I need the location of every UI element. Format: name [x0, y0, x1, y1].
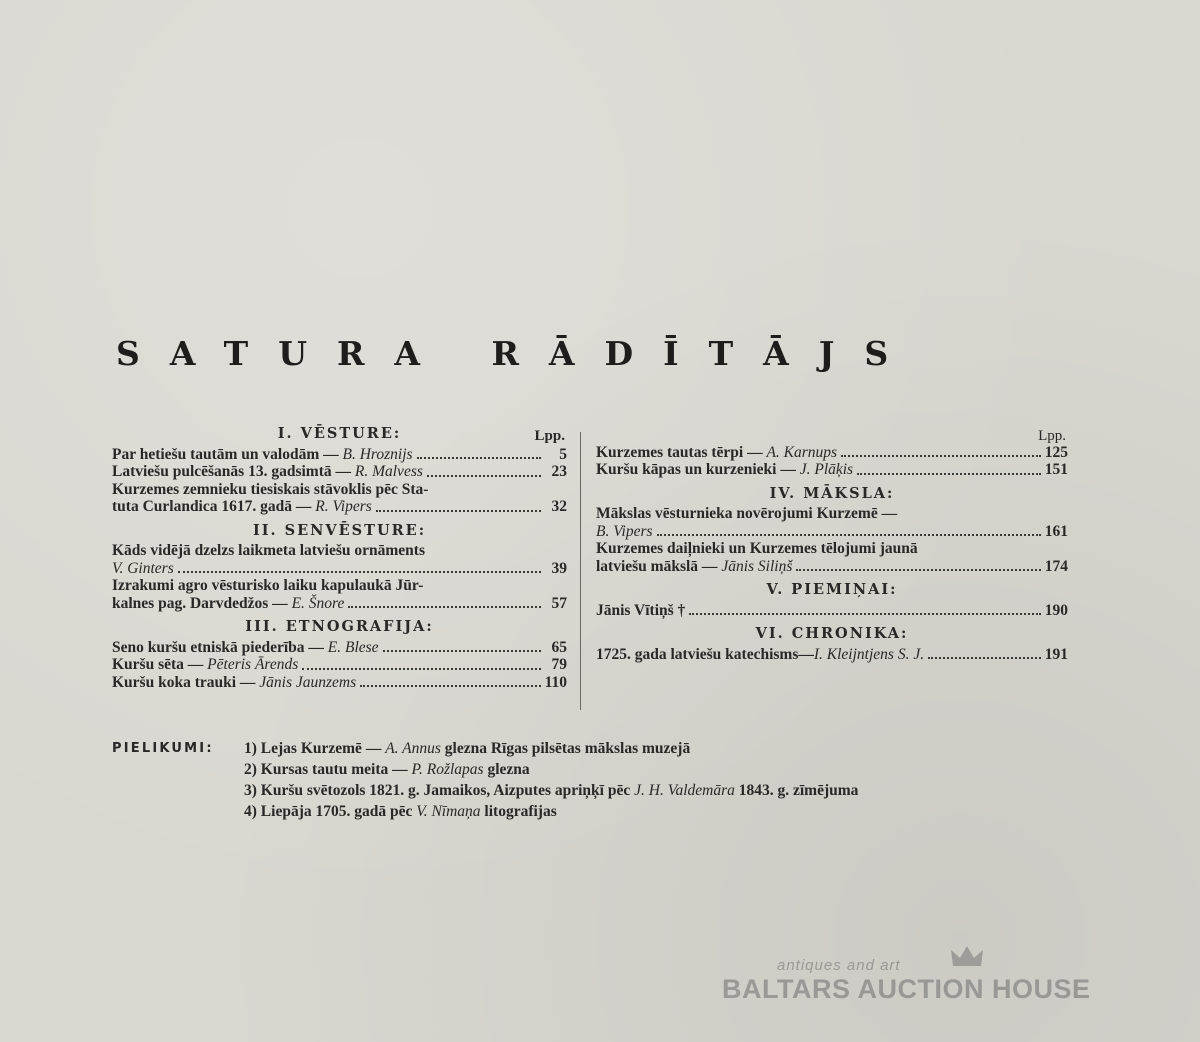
entry-text: Kurzemes tautas tērpi — [596, 443, 767, 461]
toc-entry-row [596, 524, 1068, 541]
toc-entry-row [112, 640, 567, 657]
entry-author: A. Karnups [766, 443, 838, 461]
page-number: 23 [551, 463, 567, 480]
entry-author: Pēteris Ārends [207, 656, 299, 673]
leader-dots [383, 650, 541, 652]
appendix-title: Lejas Kurzemē — [260, 740, 386, 757]
appendix-item [244, 780, 858, 801]
appendix-item [244, 759, 858, 780]
leader-dots [841, 455, 1041, 457]
page-number: 151 [1044, 461, 1068, 478]
toc-entry-row [112, 596, 567, 613]
toc-section [596, 445, 1068, 479]
section-heading-text: VI. CHRONIKA: [755, 625, 909, 642]
entry-text: Latviešu pulcēšanās 13. gadsimtā — [112, 463, 355, 480]
section-heading-text: II. SENVĒSTURE: [252, 521, 427, 539]
page-number: 79 [551, 656, 567, 673]
entry-title [112, 657, 298, 674]
entry-text: Kuršu kāpas un kurzenieki — [596, 461, 800, 478]
column-divider [580, 432, 581, 710]
leader-dots [657, 534, 1041, 536]
entry-title [596, 647, 924, 664]
toc-entry [112, 464, 567, 481]
watermark-name: BALTARS AUCTION HOUSE [722, 974, 1091, 1004]
toc-entry [596, 462, 1068, 479]
crown-icon [950, 944, 984, 970]
toc-entry-row [596, 603, 1068, 620]
leader-dots [857, 473, 1041, 475]
appendices-list [244, 738, 858, 822]
entry-title [596, 445, 837, 462]
toc-entry-row [112, 447, 567, 464]
toc-entry [596, 603, 1068, 620]
appendix-rest: glezna [483, 761, 530, 778]
page-number: 161 [1044, 522, 1068, 540]
appendix-title: Kursas tautu meita — [260, 761, 412, 778]
toc-entry-row [112, 675, 567, 692]
appendix-rest: 1843. g. zīmējuma [734, 782, 859, 799]
entry-author: B. Vipers [596, 522, 653, 540]
page-number: 57 [551, 594, 567, 612]
toc-entry-row [112, 657, 567, 674]
page-number: 39 [551, 559, 567, 577]
appendix-item [244, 738, 858, 759]
leader-dots [427, 475, 541, 477]
entry-author: B. Hroznijs [342, 445, 413, 463]
toc-entry-row [596, 559, 1068, 576]
entry-title [112, 499, 372, 516]
section-heading [112, 619, 567, 636]
leader-dots [376, 510, 541, 512]
entry-author: J. Plāķis [799, 461, 854, 478]
entry-title [112, 640, 379, 657]
page-number: 65 [551, 638, 567, 656]
toc-entry [596, 506, 1068, 540]
appendix-number: 1) [244, 740, 257, 757]
entry-author: E. Blese [327, 638, 379, 656]
page-number: 32 [551, 498, 567, 515]
entry-text: Jānis Vītiņš † [596, 601, 686, 619]
entry-title [112, 561, 174, 578]
toc-entry-line1: Izrakumi agro vēsturisko laiku kapulaukā Jūr- [112, 577, 424, 594]
section-heading-text: IV. MĀKSLA: [769, 484, 895, 502]
toc-entry-row [112, 499, 567, 516]
toc-section [112, 619, 567, 691]
leader-dots [360, 685, 540, 687]
entry-title [112, 464, 423, 481]
appendix-number: 2) [244, 761, 257, 778]
toc-entry [596, 647, 1068, 664]
toc-entry [596, 445, 1068, 462]
toc-section [112, 523, 567, 613]
section-heading-text: I. VĒSTURE: [277, 425, 402, 442]
section-heading-text: III. ETNOGRAFIJA: [245, 618, 434, 635]
toc-entry-line1: Kurzemes daiļnieki un Kurzemes tēlojumi jaunā [596, 540, 918, 557]
section-heading [596, 626, 1068, 643]
leader-dots [178, 571, 541, 573]
toc-entry-row [596, 647, 1068, 664]
toc-section [596, 626, 1068, 663]
appendix-author: V. Nīmaņa [416, 803, 481, 820]
toc-entry-row [112, 464, 567, 481]
appendix-number: 3) [244, 782, 257, 799]
section-heading [596, 582, 1068, 599]
entry-author: I. Kleijntjens S. J. [813, 645, 925, 663]
toc-entry [112, 675, 567, 692]
entry-author: Jānis Siliņš [721, 557, 793, 575]
entry-title [596, 603, 685, 620]
lpp-label-right: Lpp. [1038, 428, 1066, 444]
toc-entry-line1: Mākslas vēsturnieka novērojumi Kurzemē — [596, 505, 898, 522]
entry-author: E. Šnore [291, 594, 345, 612]
appendix-title: Liepāja 1705. gadā pēc [260, 803, 417, 820]
entry-text: latviešu mākslā — [596, 557, 722, 575]
lpp-label: Lpp. [534, 428, 565, 444]
appendix-item [244, 801, 858, 822]
leader-dots [689, 613, 1040, 615]
toc-left-column [112, 424, 567, 698]
entry-text: 1725. gada latviešu katechisms— [596, 645, 814, 663]
entry-text: Kuršu koka trauki — [112, 673, 260, 691]
toc-entry [112, 447, 567, 464]
appendix-rest: glezna Rīgas pilsētas mākslas muzejā [440, 740, 691, 757]
entry-text: Par hetiešu tautām un valodām — [112, 445, 343, 463]
page-number: 110 [544, 673, 567, 691]
section-heading-text: V. PIEMIŅAI: [766, 581, 898, 598]
entry-title [112, 596, 344, 613]
toc-section [112, 426, 567, 516]
leader-dots [796, 569, 1040, 571]
entry-title [596, 559, 792, 576]
section-heading [112, 523, 567, 540]
toc-entry [112, 640, 567, 657]
page-number: 5 [559, 445, 567, 463]
entry-text: Kuršu sēta — [112, 656, 208, 673]
appendix-author: P. Rožlapas [411, 761, 484, 778]
toc-entry [112, 543, 567, 577]
toc-entry [112, 482, 567, 516]
leader-dots [302, 668, 541, 670]
toc-section [596, 582, 1068, 619]
appendix-rest: litografijas [480, 803, 557, 820]
appendices [112, 738, 858, 822]
watermark-tagline: antiques and art [777, 957, 901, 974]
entry-title [112, 675, 356, 692]
leader-dots [928, 657, 1041, 659]
toc-entry-row [596, 445, 1068, 462]
toc-entry [112, 657, 567, 674]
entry-author: R. Malvess [354, 463, 423, 480]
entry-text: kalnes pag. Darvdedžos — [112, 594, 292, 612]
toc-entry-line1: Kurzemes zemnieku tiesiskais stāvoklis pēc Sta- [112, 480, 429, 498]
entry-text: tuta Curlandica 1617. gadā — [112, 498, 316, 515]
leader-dots [348, 606, 541, 608]
appendix-number: 4) [244, 803, 257, 820]
entry-author: R. Vipers [315, 498, 372, 515]
entry-author: Jānis Jaunzems [259, 673, 357, 691]
appendix-author: J. H. Valdemāra [634, 782, 735, 799]
appendices-label: PIELIKUMI: [112, 741, 214, 756]
page-number: 191 [1044, 645, 1068, 663]
toc-entry [596, 541, 1068, 575]
section-heading [596, 486, 1068, 503]
leader-dots [417, 457, 541, 459]
toc-entry [112, 578, 567, 612]
toc-entry-row [596, 462, 1068, 479]
appendix-title: Kuršu svētozols 1821. g. Jamaikos, Aizputes apriņķī pēc [260, 782, 635, 799]
toc-entry-row [112, 561, 567, 578]
entry-text: Seno kuršu etniskā piederība — [112, 638, 328, 656]
toc-entry-line1: Kāds vidējā dzelzs laikmeta latviešu ornāments [112, 542, 425, 559]
page-number: 190 [1044, 601, 1068, 619]
entry-title [596, 462, 853, 479]
entry-title [112, 447, 413, 464]
page-number: 125 [1044, 443, 1068, 461]
page-number: 174 [1044, 557, 1068, 575]
section-heading [112, 426, 567, 443]
entry-title [596, 524, 653, 541]
page-title: SATURA RĀDĪTĀJS [116, 334, 919, 373]
toc-section [596, 486, 1068, 576]
appendix-author: A. Annus [385, 740, 441, 757]
toc-right-column [596, 428, 1068, 670]
entry-author: V. Ginters [112, 559, 174, 577]
